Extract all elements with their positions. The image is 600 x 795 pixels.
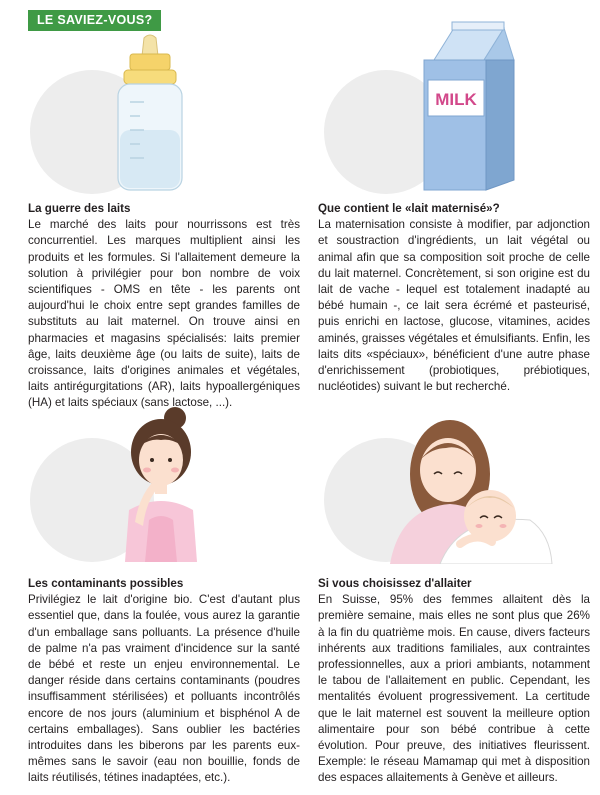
section-lait-materne (318, 201, 590, 395)
section-title: La guerre des laits (28, 202, 131, 215)
section-title: Que contient le «lait maternisé»? (318, 202, 500, 215)
thinking-woman-illustration (105, 402, 215, 562)
section-title: Si vous choisissez d'allaiter (318, 577, 472, 590)
section-contaminants (28, 576, 300, 787)
baby-bottle-illustration (100, 32, 200, 202)
milk-carton-illustration (414, 20, 524, 200)
section-body: En Suisse, 95% des femmes allaitent dès la première semaine, mais elles ne sont plus que 26% à la fin du quatrième mois. En cause, divers facteurs inhérents aux traditions familiales, aux contraintes professionnelles, aux a priori ambiants, notamment le tabou de l'allaitement en public. Cependant, les mentalités évoluent progressivement. La certitude que le lait maternel est souvent la meilleure option alimentaire pour son bébé contribue à cette évolution. Pour preuve, des initiatives fleurissent. Exemple: le réseau Mamamap qui met à disposition des espaces allaitements à Genève et ailleurs. (318, 593, 590, 785)
section-title: Les contaminants possibles (28, 577, 184, 590)
section-body: Le marché des laits pour nourrissons est très concurrentiel. Les marques multiplient ainsi les produits et les formules. Si l'allaitement demeure la solution à privilégier pour bon nombre de voix scientifiques - OMS en tête - les parents ont aujourd'hui le choix entre sept grandes familles de substituts au lait maternel. On trouve ainsi en pharmacies et magasins spécialisés: laits premier âge, laits deuxième âge (ou laits de suite), laits de croissance, laits d'origines animales et végétales, laits antirégurgitations (AR), laits hypoallergéniques (HA) et laits spéciaux (sans lactose, ...). (28, 218, 300, 410)
section-body: Privilégiez le lait d'origine bio. C'est d'autant plus essentiel que, dans la foulée, vous aurez la garantie d'un emballage sans polluants. La présence d'huile de palme n'a pas vraiment d'incidence sur la santé de bébé et reste un enjeu environnemental. Le danger réside dans certains contaminants (poudres insuffisamment stérilisées) et polluants incontrôlés encore de nos jours (aluminium et bisphénol A de certains emballages). Sans oublier les bactéries introduites dans les biberons par les parents eux-mêmes sans le savoir (eau non bouillie, fonds de laits réutilisés, tétines inadaptées, etc.). (28, 593, 300, 785)
carton-label-text: MILK (435, 90, 477, 109)
section-body: La maternisation consiste à modifier, par adjonction et soustraction d'ingrédients, un lait végétal ou animal afin que sa composition soit proche de celle du lait maternel. Concrètement, si son origine est du lait de vache - lequel est totalement inadapté au bébé humain -, ce lait sera écrémé et pasteurisé, puis enrichi en lactose, glucose, vitamines, acides aminés, graisses végétales et émulsifiants. Enfin, les laits dits «spéciaux», bénéficient d'une autre phase d'enrichissement (probiotiques, prébiotiques, nucléotides) suivant le but recherché. (318, 218, 590, 394)
section-allaiter (318, 576, 590, 787)
mother-baby-illustration (380, 404, 560, 564)
section-tag: LE SAVIEZ-VOUS? (28, 10, 161, 31)
section-guerre-des-laits (28, 201, 300, 412)
